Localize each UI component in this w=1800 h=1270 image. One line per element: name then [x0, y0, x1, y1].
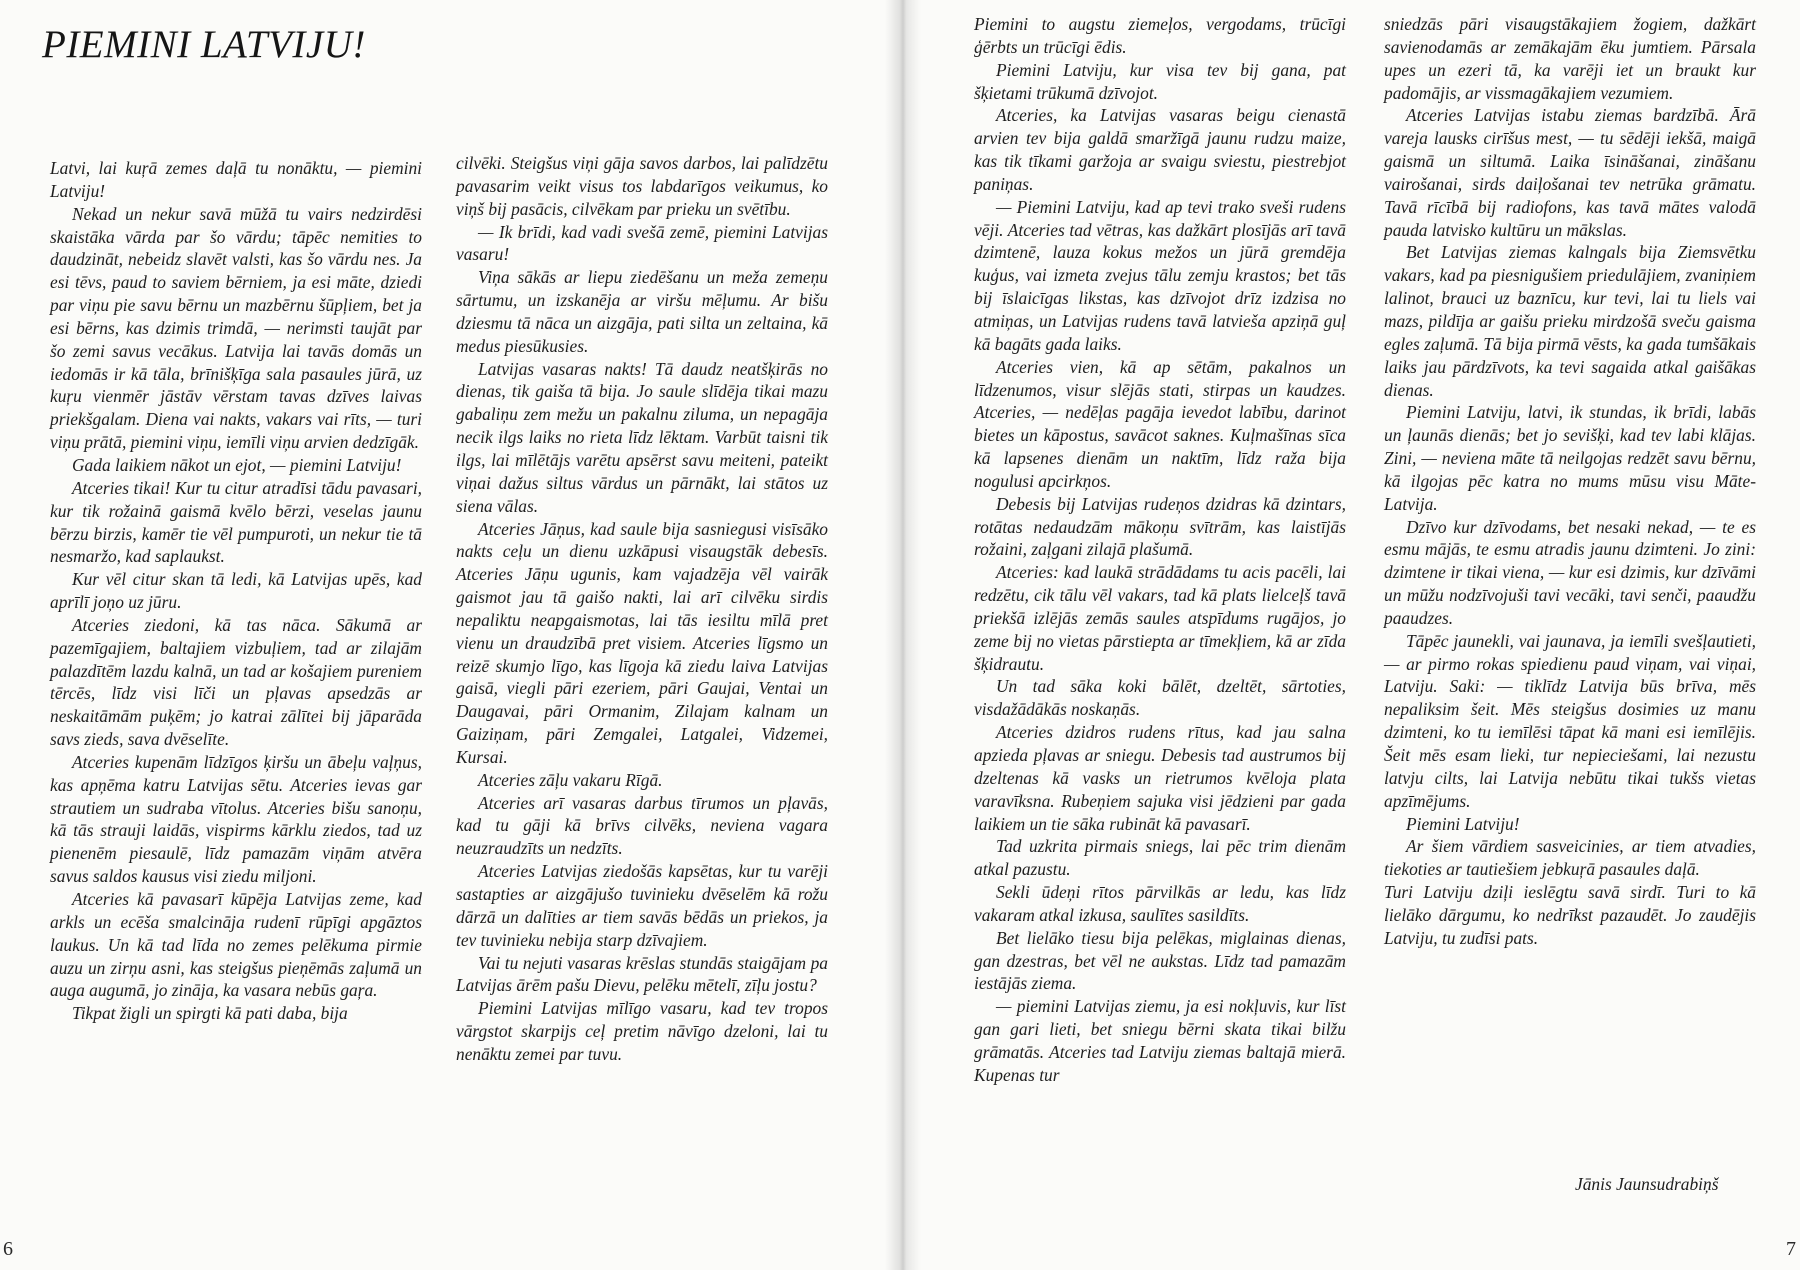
paragraph: — piemini Latvijas ziemu, ja esi nokļuvis, kur līst gan gari lieti, bet sniegu bērni skata tikai bilžu grāmatās. Atceries tad Latviju ziemas baltajā mierā. Kupenas tur [974, 996, 1346, 1085]
paragraph: Gada laikiem nākot un ejot, — piemini Latviju! [72, 454, 402, 475]
text-column-right-1 [974, 13, 1346, 1087]
paragraph: Atceries kā pavasarī kūpēja Latvijas zeme, kad arkls un ecēša smalcināja rudenī rūpīgi apgāztos laukus. Un kā tad līda no zemes pelēkuma pirmie auzu un zirņu asni, kas steigšus pieņēmās zaļumā un auga augumā, jo zināja, ka vasara nebūs gaŗa. [50, 889, 422, 1001]
paragraph: Atceries tikai! Kur tu citur atradīsi tādu pavasari, kur tik rožainā gaismā kvēlo bērzi, veselas jaunu bērzu birzis, kamēr tie vēl pumpuroti, un nekur tie tā nesmaržo, kad saplaukst. [50, 477, 422, 567]
page-number-left: 6 [3, 1238, 13, 1260]
right-page [903, 0, 1800, 1270]
article-title: PIEMINI LATVIJU! [42, 23, 366, 66]
paragraph: sniedzās pāri visaugstākajiem žogiem, dažkārt savienodamās ar zemākajām ēku jumtiem. Pārsala upes un ezeri tā, ka varēji iet un braukt kur padomājis, ar vissmagākajiem vezumiem. [1384, 14, 1756, 103]
paragraph: Atceries Jāņus, kad saule bija sasniegusi visīsāko nakts ceļu un dienu uzkāpusi visaugstāk debesīs. Atceries Jāņu ugunis, kam vajadzēja vēl vairāk gaismot jau tā gaišo nakti, lai arī cilvēku sirdis nepaliktu neapgaismotas, lai tās iesiltu mīlā pret vienu un draudzībā pret visiem. Atceries līgsmo un reizē skumjo līgo, kas līgoja kā ziedu laiva Latvijas gaisā, viegli pāri ezeriem, pāri Gaujai, Ventai un Daugavai, pāri Ormanim, Zilajam kalnam un Gaiziņam, pāri Zemgalei, Latgalei, Vidzemei, Kursai. [456, 518, 828, 767]
paragraph: Piemini Latviju! [1406, 813, 1520, 834]
paragraph: Debesis bij Latvijas rudeņos dzidras kā dzintars, rotātas nedaudzām mākoņu svītrām, kas laistījās rožaini, zaļgani zilajā plašumā. [974, 493, 1346, 560]
paragraph: Piemini Latviju, latvi, ik stundas, ik brīdi, labās un ļaunās dienās; bet jo sevišķi, kad tev labi klājas. Zini, — neviena māte tā neilgojas redzēt savu bērnu, kā ilgojas pēc katra no mums mūsu visu Māte-Latvija. [1384, 402, 1756, 514]
paragraph: Un tad sāka koki bālēt, dzeltēt, sārtoties, visdažādākās noskaņās. [974, 676, 1346, 720]
paragraph: Piemini Latvijas mīlīgo vasaru, kad tev tropos vārgstot skarpijs ceļ pretim nāvīgo dzeloni, lai tu nenāktu zemei par tuvu. [456, 998, 828, 1064]
paragraph: Atceries dzidros rudens rītus, kad jau salna apzieda pļavas ar sniegu. Debesis tad austrumos bij dzeltenas kā vasks un rietrumos kvēloja plata varavīksna. Rubeņiem sajuka visi jēdzieni par gada laikiem un tie sāka rubināt kā pavasarī. [974, 722, 1346, 834]
paragraph: Bet lielāko tiesu bija pelēkas, miglainas dienas, gan dzestras, bet vēl ne aukstas. Līdz tad pamazām iestājās ziema. [974, 927, 1346, 994]
paragraph: Vai tu nejuti vasaras krēslas stundās staigājam pa Latvijas ārēm pašu Dievu, pelēku mētelī, zīļu jostu? [456, 952, 828, 996]
paragraph: — Ik brīdi, kad vadi svešā zemē, piemini Latvijas vasaru! [456, 221, 828, 265]
paragraph: Atceries, ka Latvijas vasaras beigu cienastā arvien tev bija galdā smaržīgā jaunu rudzu maize, kas tik tīkami garžoja ar svaigu sviestu, piestrebjot paniņas. [974, 105, 1346, 194]
page-number-right: 7 [1786, 1238, 1796, 1260]
paragraph: Atceries Latvijas istabu ziemas bardzībā. Ārā vareja lausks cirīšus mest, — tu sēdēji iekšā, maigā gaismā un siltumā. Laika īsināšanai, zināšanu vairošanai, sirds daiļošanai tev netrūka grāmatu. Tavā rīcībā bij radiofons, kas tavā mātes valodā pauda latvisko kultūru un mākslas. [1384, 105, 1756, 240]
paragraph: Atceries Latvijas ziedošās kapsētas, kur tu varēji sastapties ar aizgājušo tuvinieku dvēselēm kā rožu dārzā un dalīties ar tiem savās bēdās un priekos, ja tev tuvinieku nebija starp dzīvajiem. [456, 861, 828, 950]
paragraph: Dzīvo kur dzīvodams, bet nesaki nekad, — te es esmu mājās, te esmu atradis jaunu dzimteni. Jo zini: dzimtene ir tikai viena, — kur esi dzimis, kur dzīvāmi un mūžu nodzīvojuši tavi vecāki, tavi senči, paaudžu paaudzes. [1384, 516, 1756, 628]
paragraph: Tikpat žigli un spirgti kā pati daba, bija [72, 1003, 348, 1024]
paragraph: Kur vēl citur skan tā ledi, kā Latvijas upēs, kad aprīlī joņo uz jūru. [50, 569, 422, 613]
paragraph: Ar šiem vārdiem sasveicinies, ar tiem atvadies, tiekoties ar tautiešiem jebkuŗā pasaules daļā. [1384, 836, 1756, 880]
paragraph: cilvēki. Steigšus viņi gāja savos darbos, lai palīdzētu pavasarim veikt visus tos labdarīgos veikumus, ko viņš bij pasācis, cilvēkam par prieku un svētību. [456, 153, 828, 219]
paragraph: Atceries ziedoni, kā tas nāca. Sākumā ar pazemīgajiem, baltajiem vizbuļiem, tad ar zilajām palazdītēm lazdu kalnā, un tad ar košajiem pureniem tērcēs, līdz visi līči un pļavas apsedzās ar neskaitāmām puķēm; jo katrai zālītei bij jāparāda savs zieds, sava dvēselīte. [50, 614, 422, 750]
paragraph: Atceries vien, kā ap sētām, pakalnos un līdzenumos, visur slējās stati, stirpas un kaudzes. Atceries, — nedēļas pagāja ievedot labību, darinot bietes un kāpostus, savācot saknes. Kuļmašīnas sīca kā lapsenes dienām un naktīm, līdz raža bija nogulusi apcirkņos. [974, 356, 1346, 491]
paragraph: Sekli ūdeņi rītos pārvilkās ar ledu, kas līdz vakaram atkal izkusa, saulītes sasildīts. [974, 882, 1346, 925]
paragraph: Latvi, lai kuŗā zemes daļā tu nonāktu, — piemini Latviju! [50, 158, 422, 201]
paragraph: Bet Latvijas ziemas kalngals bija Ziemsvētku vakars, kad pa piesnigušiem priedulājiem, zvaniņiem lalinot, brauci uz baznīcu, kur tevi, lai tu liels vai mazs, pildīja ar gaišu prieku mirdzošā sveču gaisma egles zaļumā. Tā bija pirmā vēsts, ka gada tumšākais laiks jau pārdzīvots, ka tevi sagaida atkal gaišākas dienas. [1384, 242, 1756, 400]
text-column-left-1 [50, 157, 422, 1025]
paragraph: — Piemini Latviju, kad ap tevi trako sveši rudens vēji. Atceries tad vētras, kas dažkārt plosījās arī tavā dzimtenē, lauza kokus mežos un jūrā gremdēja kuģus, vai izmeta zvejus tālu zemju krastos; bet tās bij īslaicīgas likstas, kas dzīvojot drīz izdzisa no atmiņas, un Latvijas rudens tavā latvieša apziņā guļ kā bagāts gada laiks. [974, 196, 1346, 354]
paragraph: Tāpēc jaunekli, vai jaunava, ja iemīli svešļautieti, — ar pirmo rokas spiedienu paud viņam, vai viņai, Latviju. Saki: — tiklīdz Latvija būs brīva, mēs nepaliksim šeit. Mēs steigšus dosimies uz manu dzimteni, ko tu iemīlēsi tāpat kā mani esi iemīlējis. Šeit mēs esam lieki, tur nepieciešami, lai nezustu latvju cilts, lai Latvija nebūtu tikai tukšs vietas apzīmējums. [1384, 630, 1756, 811]
text-column-right-2 [1384, 13, 1756, 950]
paragraph: Atceries: kad laukā strādādams tu acis pacēli, lai redzētu, cik tālu vēl vakars, tad kā plats lielceļš tavā priekšā izlējās zemās saules atspīdums rugājos, jo zeme bij no vietas pārstiepta ar tīmekļiem, kā ar zīda šķidrautu. [974, 562, 1346, 674]
paragraph: Piemini to augstu ziemeļos, vergodams, trūcīgi ģērbts un trūcīgi ēdis. [974, 14, 1346, 57]
paragraph: Atceries kupenām līdzīgos ķiršu un ābeļu vaļņus, kas apņēma katru Latvijas sētu. Atceries ievas gar strautiem un sudraba vītolus. Atceries bišu sanoņu, kā tās strauji laidās, vispirms kārklu ziedos, tad uz pienenēm piesaulē, līdz pamazām viņām atvēra savus saldos kausus visi ziedu miljoni. [50, 751, 422, 887]
author-signature: Jānis Jaunsudrabiņš [1575, 1174, 1719, 1194]
paragraph: Atceries arī vasaras darbus tīrumos un pļavās, kad tu gāji kā brīvs cilvēks, neviena vagara neuzraudzīts un nedzīts. [456, 792, 828, 859]
paragraph: Turi Latviju dziļi ieslēgtu savā sirdī. Turi to kā lielāko dārgumu, ko nedrīkst pazaudēt. Jo zaudējis Latviju, tu zudīsi pats. [1384, 882, 1756, 948]
text-column-left-2 [456, 152, 828, 1066]
paragraph: Viņa sākās ar liepu ziedēšanu un meža zemeņu sārtumu, un izskanēja ar viršu mēļumu. Ar bišu dziesmu tā nāca un aizgāja, pati silta un zeltaina, kā medus piesūkusies. [456, 267, 828, 356]
paragraph: Atceries zāļu vakaru Rīgā. [478, 769, 663, 790]
paragraph: Latvijas vasaras nakts! Tā daudz neatšķirās no dienas, tik gaiša tā bija. Jo saule slīdēja tikai mazu gabaliņu zem mežu un pakalnu ziluma, un nepagāja necik ilgs laiks no rieta līdz lēktam. Varbūt taisni tik ilgs, lai mīlētājs varētu apsērst savu meiteni, pateikt viņai dažus siltus vārdus un pārnākt, lai stātos uz siena vālas. [456, 358, 828, 516]
paragraph: Piemini Latviju, kur visa tev bij gana, pat šķietami trūkumā dzīvojot. [974, 59, 1346, 103]
paragraph: Nekad un nekur savā mūžā tu vairs nedzirdēsi skaistāka vārda par šo vārdu; tāpēc nemities to daudzināt, nebeidz slavēt valsti, kas šo vārdu nes. Ja esi tēvs, paud to saviem bērniem, ja esi māte, dziedi par viņu pie savu bērnu un mazbērnu šūpļiem, bet ja esi bērns, kas dzimis trimdā, — nerimsti taujāt par šo zemi savus vecākus. Latvija lai tavās domās un iedomās ir kā tāla, brīnišķīga sala pasaules jūrā, uz kuŗu vienmēr jāstāv vērstam tavas dzīves laivas priekšgalam. Diena vai nakts, vakars vai rīts, — turi viņu prātā, piemini viņu, iemīli viņu arvien dedzīgāk. [50, 203, 422, 453]
paragraph: Tad uzkrita pirmais sniegs, lai pēc trim dienām atkal pazustu. [974, 836, 1346, 880]
